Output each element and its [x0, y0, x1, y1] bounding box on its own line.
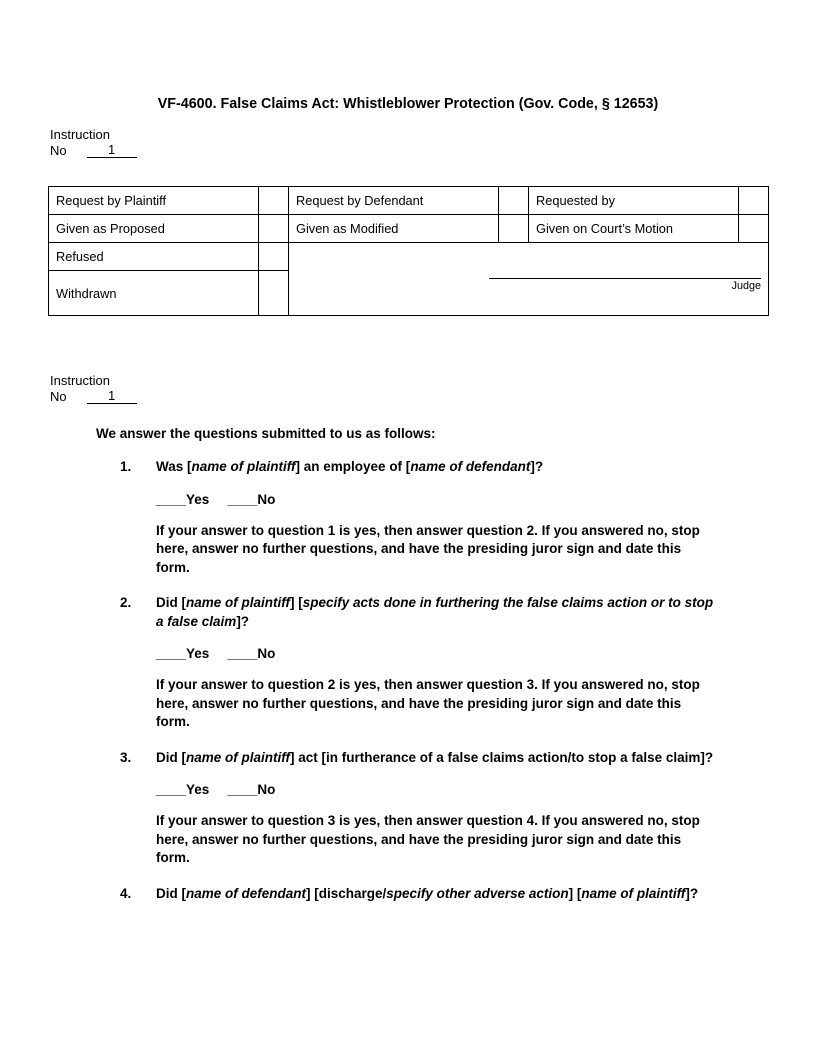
question-item-1: [120, 458, 816, 577]
question-followup: If your answer to question 1 is yes, then answer question 2. If you answered no, stop here, answer no further questions, and have the presiding juror sign and date this form.: [156, 522, 700, 575]
page-title: VF-4600. False Claims Act: Whistleblower Protection (Gov. Code, § 12653): [157, 96, 659, 112]
instruction-number: 1: [87, 143, 137, 159]
question-followup: If your answer to question 2 is yes, then answer question 3. If you answered no, stop here, answer no further questions, and have the presiding juror sign and date this form.: [156, 677, 700, 729]
table-row: [49, 243, 769, 271]
no-option: ____No: [227, 491, 276, 507]
question-item-2: [120, 594, 816, 732]
no-option: ____No: [227, 782, 276, 797]
request-by-plaintiff-checkbox: [259, 187, 289, 215]
request-by-plaintiff-label: Request by Plaintiff: [49, 187, 259, 215]
requested-by-checkbox: [739, 187, 769, 215]
question-text: Did [name of defendant] [discharge/specify other adverse action] [name of plaintiff]?: [156, 885, 699, 901]
instruction-block-bottom: [50, 374, 816, 404]
yes-option: ____Yes: [156, 491, 210, 507]
yes-option: ____Yes: [156, 646, 210, 661]
table-row: [49, 187, 769, 215]
instruction-no-label: No: [50, 388, 67, 404]
given-as-modified-checkbox: [499, 215, 529, 243]
request-by-defendant-checkbox: [499, 187, 529, 215]
given-as-proposed-checkbox: [259, 215, 289, 243]
refused-checkbox: [259, 243, 289, 271]
answer-line: [156, 646, 718, 661]
request-by-defendant-label: Request by Defendant: [289, 187, 499, 215]
question-item-4: [120, 885, 816, 904]
no-option: ____No: [227, 646, 276, 661]
question-number: 4.: [120, 885, 132, 901]
instruction-status-table: [48, 186, 769, 316]
question-list: [120, 458, 816, 903]
answer-line: [156, 492, 718, 507]
refused-label: Refused: [49, 243, 259, 271]
question-text: Did [name of plaintiff] [specify acts done in furthering the false claims action or to stop a false claim]?: [156, 595, 714, 629]
question-text: Was [name of plaintiff] an employee of [name of defendant]?: [156, 459, 544, 474]
instruction-label: Instruction: [50, 373, 110, 388]
table-row: [49, 215, 769, 243]
given-as-modified-label: Given as Modified: [289, 215, 499, 243]
question-number: 2.: [120, 595, 132, 610]
withdrawn-checkbox: [259, 271, 289, 316]
instruction-no-label: No: [50, 142, 67, 158]
verdict-intro: We answer the questions submitted to us as follows:: [96, 426, 436, 441]
given-on-courts-motion-checkbox: [739, 215, 769, 243]
given-on-courts-motion-label: Given on Court’s Motion: [529, 215, 739, 243]
withdrawn-label: Withdrawn: [49, 271, 259, 316]
judge-signature-cell: [289, 243, 769, 316]
question-item-3: [120, 749, 816, 868]
instruction-block-top: [50, 128, 816, 158]
instruction-number: 1: [87, 389, 137, 405]
question-followup: If your answer to question 3 is yes, then answer question 4. If you answered no, stop here, answer no further questions, and have the presiding juror sign and date this form.: [156, 813, 700, 865]
question-text: Did [name of plaintiff] act [in furtherance of a false claims action/to stop a false claim]?: [156, 749, 714, 765]
judge-signature-line: [489, 267, 761, 279]
question-number: 3.: [120, 749, 132, 765]
yes-option: ____Yes: [156, 782, 210, 797]
given-as-proposed-label: Given as Proposed: [49, 215, 259, 243]
judge-label: Judge: [731, 279, 761, 292]
question-number: 1.: [120, 459, 132, 474]
instruction-label: Instruction: [50, 127, 110, 142]
answer-line: [156, 782, 718, 797]
requested-by-label: Requested by: [529, 187, 739, 215]
